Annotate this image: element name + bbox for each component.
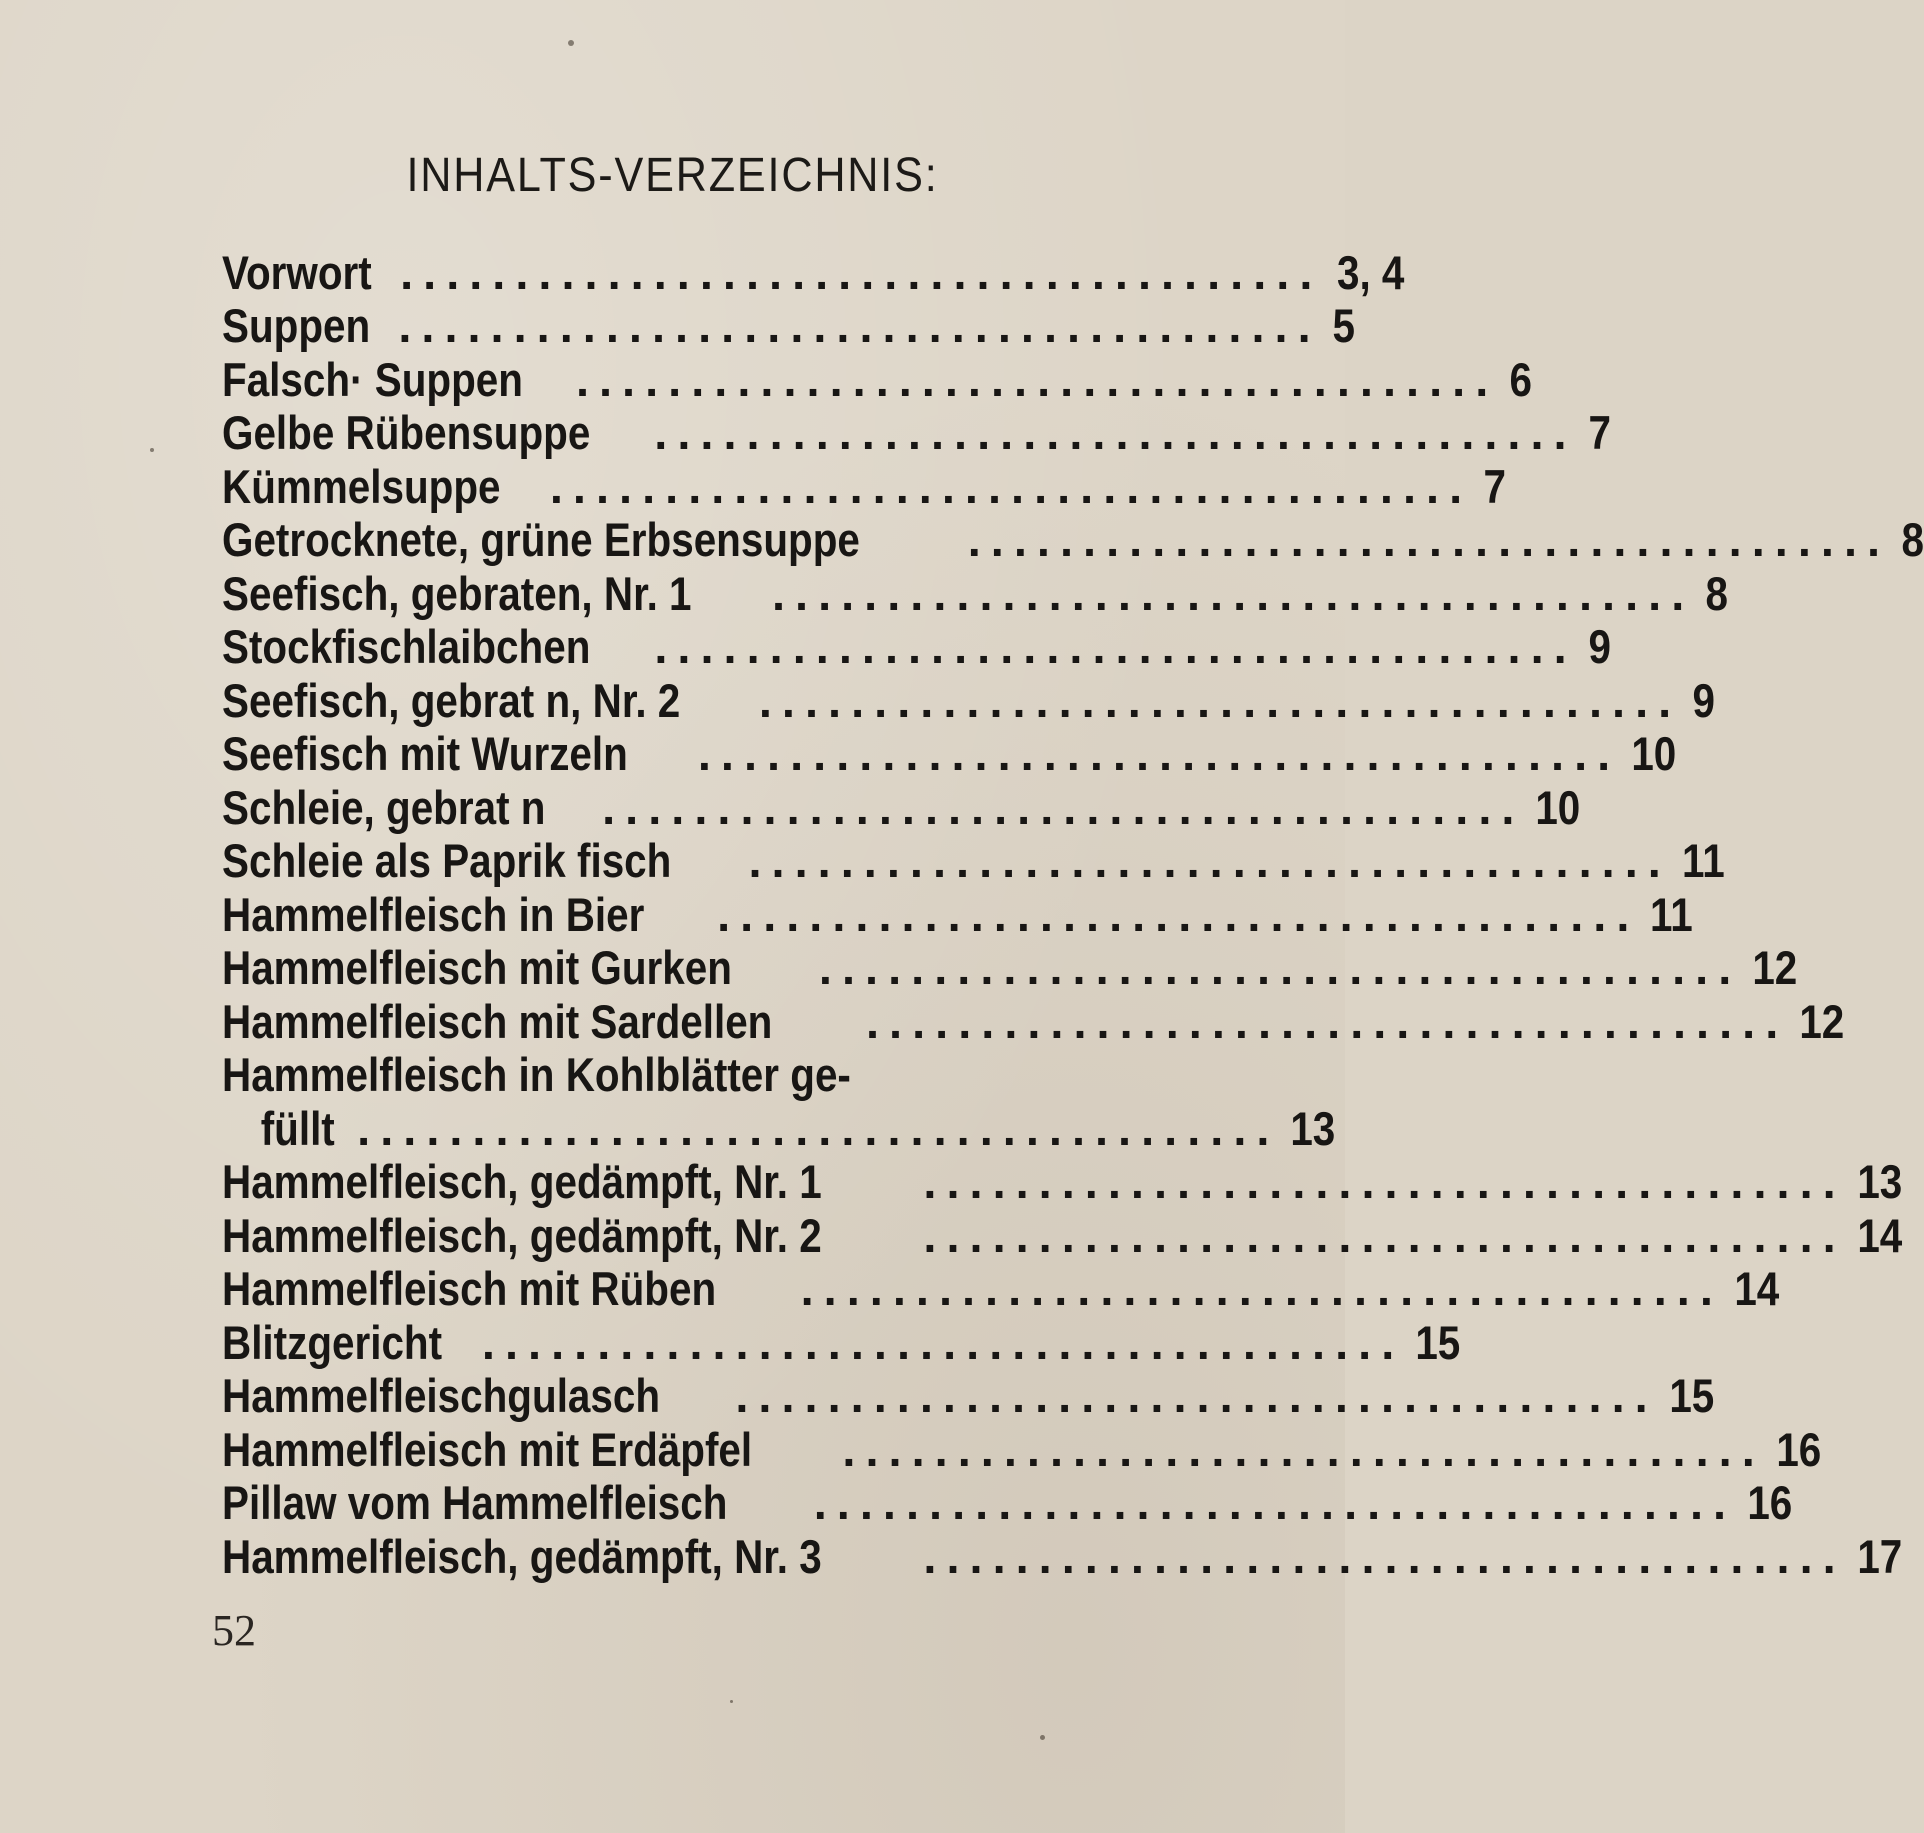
toc-entry-label: Hammelfleisch mit Erdäpfel: [222, 1422, 753, 1476]
paper-speck: [730, 1700, 733, 1703]
toc-entry: [222, 299, 1355, 353]
leader-dots: ........................................: [549, 459, 1473, 513]
toc-entry-page: 14: [1734, 1262, 1780, 1315]
toc-entry-page: 12: [1799, 994, 1845, 1048]
toc-entry-page: 8: [1705, 566, 1729, 620]
leader-dots: ........................................: [481, 1315, 1405, 1369]
toc-entry: [222, 406, 1611, 460]
leader-dots: ........................................: [923, 1529, 1846, 1583]
toc-entry-page: 16: [1776, 1422, 1822, 1476]
toc-entry: [222, 352, 1533, 406]
leader-dots: ........................................: [813, 1476, 1737, 1529]
toc-entry-label: füllt: [260, 1101, 335, 1155]
toc-entry-page: 11: [1681, 834, 1725, 887]
toc-entry-label: Hammelfleisch, gedämpft, Nr. 2: [222, 1208, 822, 1262]
toc-entry-page: 5: [1332, 299, 1355, 352]
leader-dots: ........................................: [357, 1101, 1280, 1155]
toc-entry-page: 13: [1857, 1155, 1902, 1208]
page-number: 52: [212, 1606, 256, 1655]
toc-entry: [222, 245, 1405, 299]
toc-entry: [222, 994, 1845, 1048]
toc-entry-page: 14: [1857, 1208, 1902, 1262]
toc-entry: [222, 620, 1611, 674]
leader-dots: ........................................: [923, 1208, 1846, 1262]
toc-entry: [222, 1208, 1902, 1262]
toc-entry: [222, 1262, 1780, 1316]
leader-dots: ........................................: [654, 406, 1577, 459]
toc-entry: [222, 1155, 1902, 1209]
leader-dots: ........................................: [398, 299, 1321, 352]
leader-dots: ........................................: [717, 887, 1640, 941]
leader-dots: ........................................: [842, 1422, 1765, 1476]
toc-entry-page: 17: [1857, 1529, 1902, 1583]
toc-entry-label: Gelbe Rübensuppe: [222, 406, 591, 459]
toc-entry-label: Hammelfleisch, gedämpft, Nr. 1: [222, 1155, 822, 1208]
toc-entry: [222, 459, 1507, 513]
leader-dots: ........................................: [735, 1369, 1658, 1422]
toc-entry: [222, 1476, 1793, 1530]
toc-entry-label: Vorwort: [222, 245, 372, 299]
leader-dots: ........................................: [654, 620, 1577, 673]
toc-entry-label: Seefisch mit Wurzeln: [222, 727, 628, 780]
toc-entry-page: 12: [1752, 941, 1798, 994]
toc-entry-label: Getrocknete, grüne Erbsensuppe: [222, 513, 860, 566]
toc-entry-label: Hammelfleisch in Bier: [222, 887, 645, 941]
paper-speck: [150, 448, 154, 452]
toc-entry: [222, 941, 1798, 995]
toc-entry-label: Hammelfleisch mit Sardellen: [222, 994, 773, 1048]
toc-entry: [222, 780, 1581, 834]
toc-entry: [222, 1422, 1822, 1476]
toc-entry: [222, 1529, 1902, 1583]
toc-entry-label: Hammelfleisch in Kohlblätter ge-: [222, 1048, 851, 1101]
leader-dots: ........................................: [400, 245, 1323, 299]
toc-entry-label: Schleie, gebrat n: [222, 780, 546, 834]
toc-entry-page: 6: [1509, 352, 1533, 406]
toc-entry: [222, 673, 1716, 727]
leader-dots: ........................................: [865, 994, 1789, 1048]
toc-entry-label: Pillaw vom Hammelfleisch: [222, 1476, 728, 1529]
toc-entry: [222, 834, 1725, 888]
leader-dots: ........................................: [697, 727, 1621, 780]
toc-entry-page: 8: [1901, 513, 1924, 566]
toc-entry-label: Hammelfleisch mit Gurken: [222, 941, 732, 994]
toc-entry-page: 7: [1483, 459, 1507, 513]
toc-entry-label: Hammelfleischgulasch: [222, 1369, 661, 1422]
toc-entry-page: 9: [1692, 673, 1716, 727]
toc-entry-page: 15: [1415, 1315, 1461, 1369]
toc-entry-label: Hammelfleisch, gedämpft, Nr. 3: [222, 1529, 822, 1583]
paper-speck: [568, 40, 574, 46]
toc-entry-label: Stockfischlaibchen: [222, 620, 591, 673]
toc-entry-label: Schleie als Paprik fisch: [222, 834, 672, 887]
leader-dots: ........................................: [602, 780, 1525, 834]
toc-heading: INHALTS-VERZEICHNIS:: [406, 149, 939, 202]
leader-dots: ........................................: [818, 941, 1742, 994]
toc-entry-page: 10: [1631, 727, 1677, 780]
leader-dots: ........................................: [575, 352, 1499, 406]
toc-entry-label: Suppen: [222, 299, 371, 352]
toc-entry-label: Hammelfleisch mit Rüben: [222, 1262, 717, 1315]
toc-entry-label: Falsch· Suppen: [222, 352, 523, 406]
toc-entry-page: 10: [1535, 780, 1581, 834]
toc-entry: [222, 513, 1924, 567]
toc-entry: [222, 727, 1677, 781]
leader-dots: ........................................: [967, 513, 1891, 566]
toc-entry-continuation: [222, 1101, 1336, 1155]
leader-dots: ........................................: [800, 1262, 1723, 1315]
leader-dots: ........................................: [923, 1155, 1846, 1208]
toc-entry: [222, 1315, 1461, 1369]
toc-entry-page: 16: [1747, 1476, 1793, 1529]
toc-entry: [222, 566, 1729, 620]
leader-dots: ........................................: [748, 834, 1671, 887]
toc-entry: [222, 1048, 1177, 1102]
toc-entry-page: 9: [1588, 620, 1611, 673]
paper-speck: [1040, 1735, 1045, 1740]
table-of-contents: [222, 245, 1924, 1583]
toc-entry-label: Blitzgericht: [222, 1315, 443, 1369]
toc-entry-label: Kümmelsuppe: [222, 459, 501, 513]
toc-entry-page: 11: [1650, 887, 1694, 941]
leader-dots: ........................................: [771, 566, 1695, 620]
toc-entry-page: 13: [1290, 1101, 1336, 1155]
toc-entry-page: 15: [1669, 1369, 1714, 1422]
toc-entry-page: 7: [1588, 406, 1611, 459]
toc-entry: [222, 1369, 1714, 1423]
leader-dots: ........................................: [758, 673, 1682, 727]
toc-entry-label: Seefisch, gebrat n, Nr. 2: [222, 673, 681, 727]
toc-entry-page: 3, 4: [1337, 245, 1405, 299]
toc-entry: [222, 887, 1694, 941]
toc-entry-label: Seefisch, gebraten, Nr. 1: [222, 566, 692, 620]
